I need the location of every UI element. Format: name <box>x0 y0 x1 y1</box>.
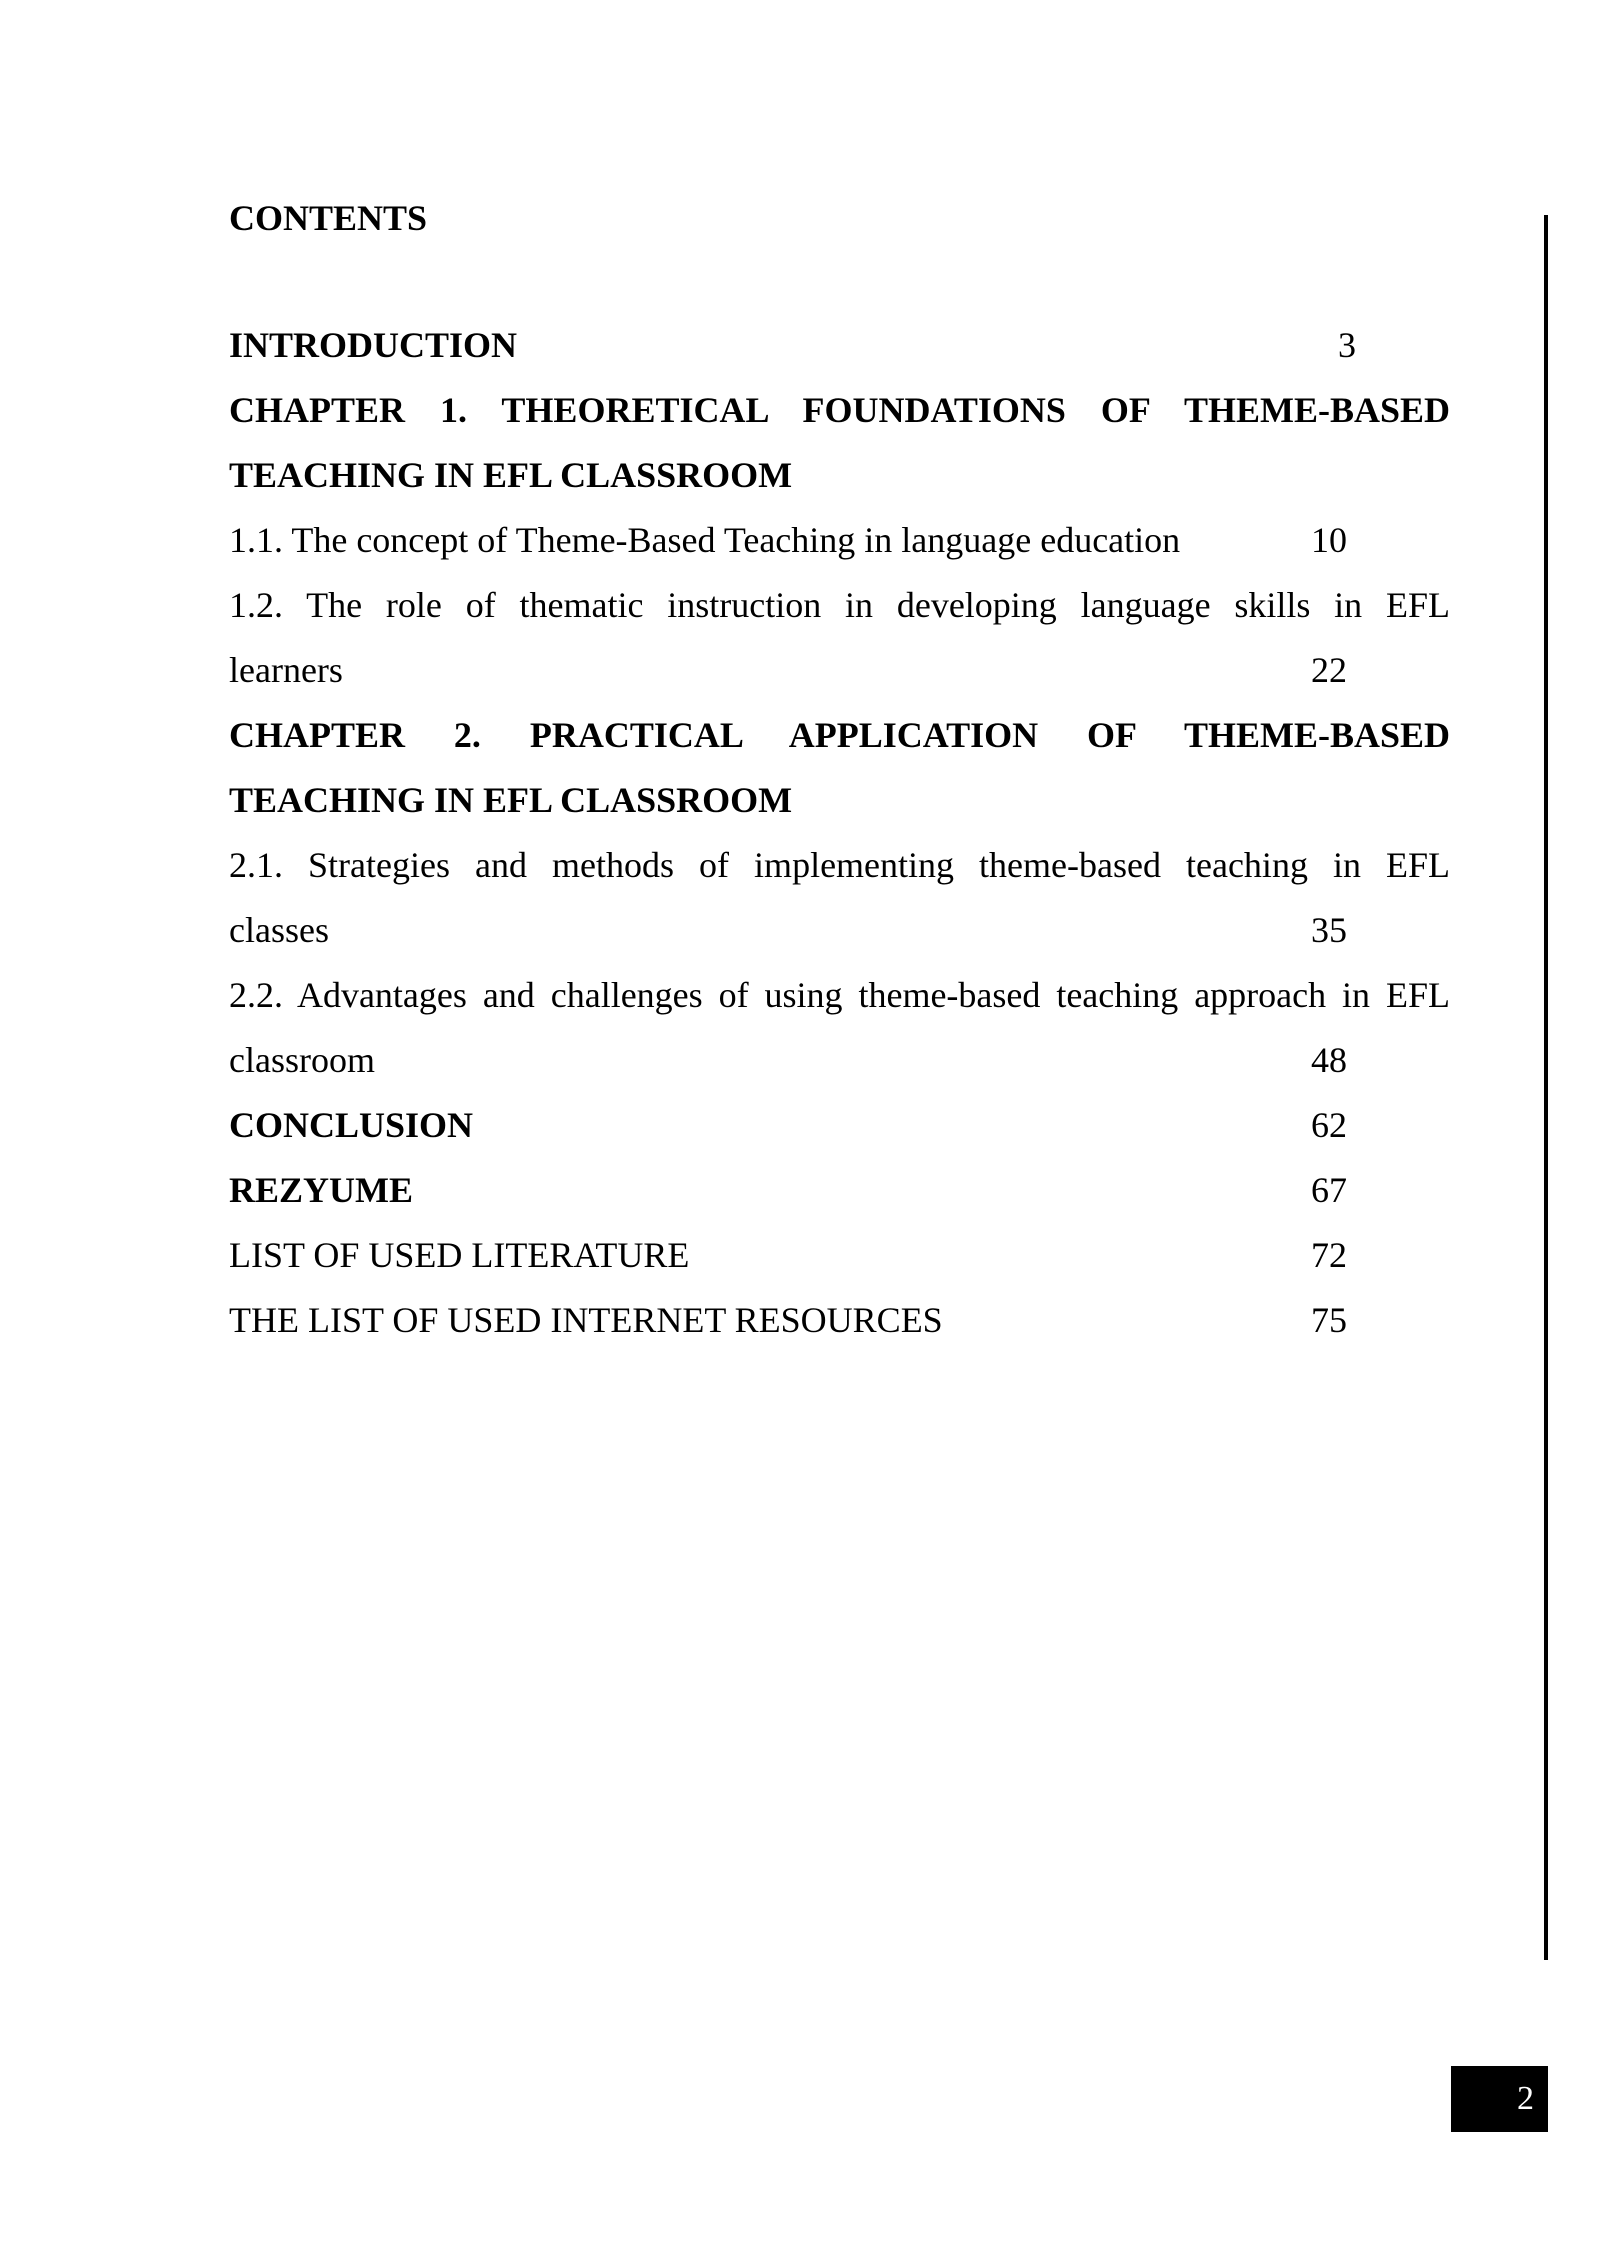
toc-entry-internet-resources <box>229 1288 1450 1353</box>
toc-entry-2-2-line-2 <box>229 1028 1450 1093</box>
toc-entry-title: REZYUME <box>229 1170 414 1210</box>
toc-entry-1-2-line-2 <box>229 638 1450 703</box>
right-margin-rule <box>1544 215 1548 1960</box>
toc-entry-title: learners <box>229 650 343 690</box>
toc-entry-2-2-line-1: 2.2. Advantages and challenges of using theme-based teaching approach in EFL <box>229 975 1450 1015</box>
toc-entry-2-1-line-2 <box>229 898 1450 963</box>
toc-page-number: 72 <box>1311 1235 1347 1275</box>
toc-entry-title: THE LIST OF USED INTERNET RESOURCES <box>229 1300 943 1340</box>
toc-chapter-2-line-2: TEACHING IN EFL CLASSROOM <box>229 780 793 820</box>
toc-entry-1-2-line-1: 1.2. The role of thematic instruction in developing language skills in EFL <box>229 585 1450 625</box>
toc-entry-title: LIST OF USED LITERATURE <box>229 1235 690 1275</box>
toc-page-number: 48 <box>1311 1040 1347 1080</box>
toc-entry-literature <box>229 1223 1450 1288</box>
toc-entry-1-1 <box>229 508 1450 573</box>
toc-page-number: 62 <box>1311 1105 1347 1145</box>
toc-chapter-1-line-1: CHAPTER 1. THEORETICAL FOUNDATIONS OF THEME-BASED <box>229 390 1450 430</box>
toc-page-number: 22 <box>1311 650 1347 690</box>
toc-entry-rezyume <box>229 1158 1450 1223</box>
toc-page-number: 3 <box>1338 325 1356 365</box>
toc-page-number: 67 <box>1311 1170 1347 1210</box>
page-number-badge: 2 <box>1451 2066 1548 2132</box>
toc-entry-title: CONCLUSION <box>229 1105 474 1145</box>
toc-entry-title: classroom <box>229 1040 375 1080</box>
toc-chapter-1-line-2: TEACHING IN EFL CLASSROOM <box>229 455 793 495</box>
toc-page-number: 35 <box>1311 910 1347 950</box>
toc-entry-title: 1.1. The concept of Theme-Based Teaching in language education <box>229 520 1181 560</box>
contents-heading: CONTENTS <box>229 198 428 238</box>
toc-entry-conclusion <box>229 1093 1450 1158</box>
toc-entry-title: classes <box>229 910 329 950</box>
toc-entry-2-1-line-1: 2.1. Strategies and methods of implementing theme-based teaching in EFL <box>229 845 1450 885</box>
toc-page-number: 75 <box>1311 1300 1347 1340</box>
toc-page-number: 10 <box>1311 520 1347 560</box>
toc-entry-introduction <box>229 313 1450 378</box>
toc-chapter-2-line-1: CHAPTER 2. PRACTICAL APPLICATION OF THEME-BASED <box>229 715 1450 755</box>
toc-entry-title: INTRODUCTION <box>229 325 518 365</box>
